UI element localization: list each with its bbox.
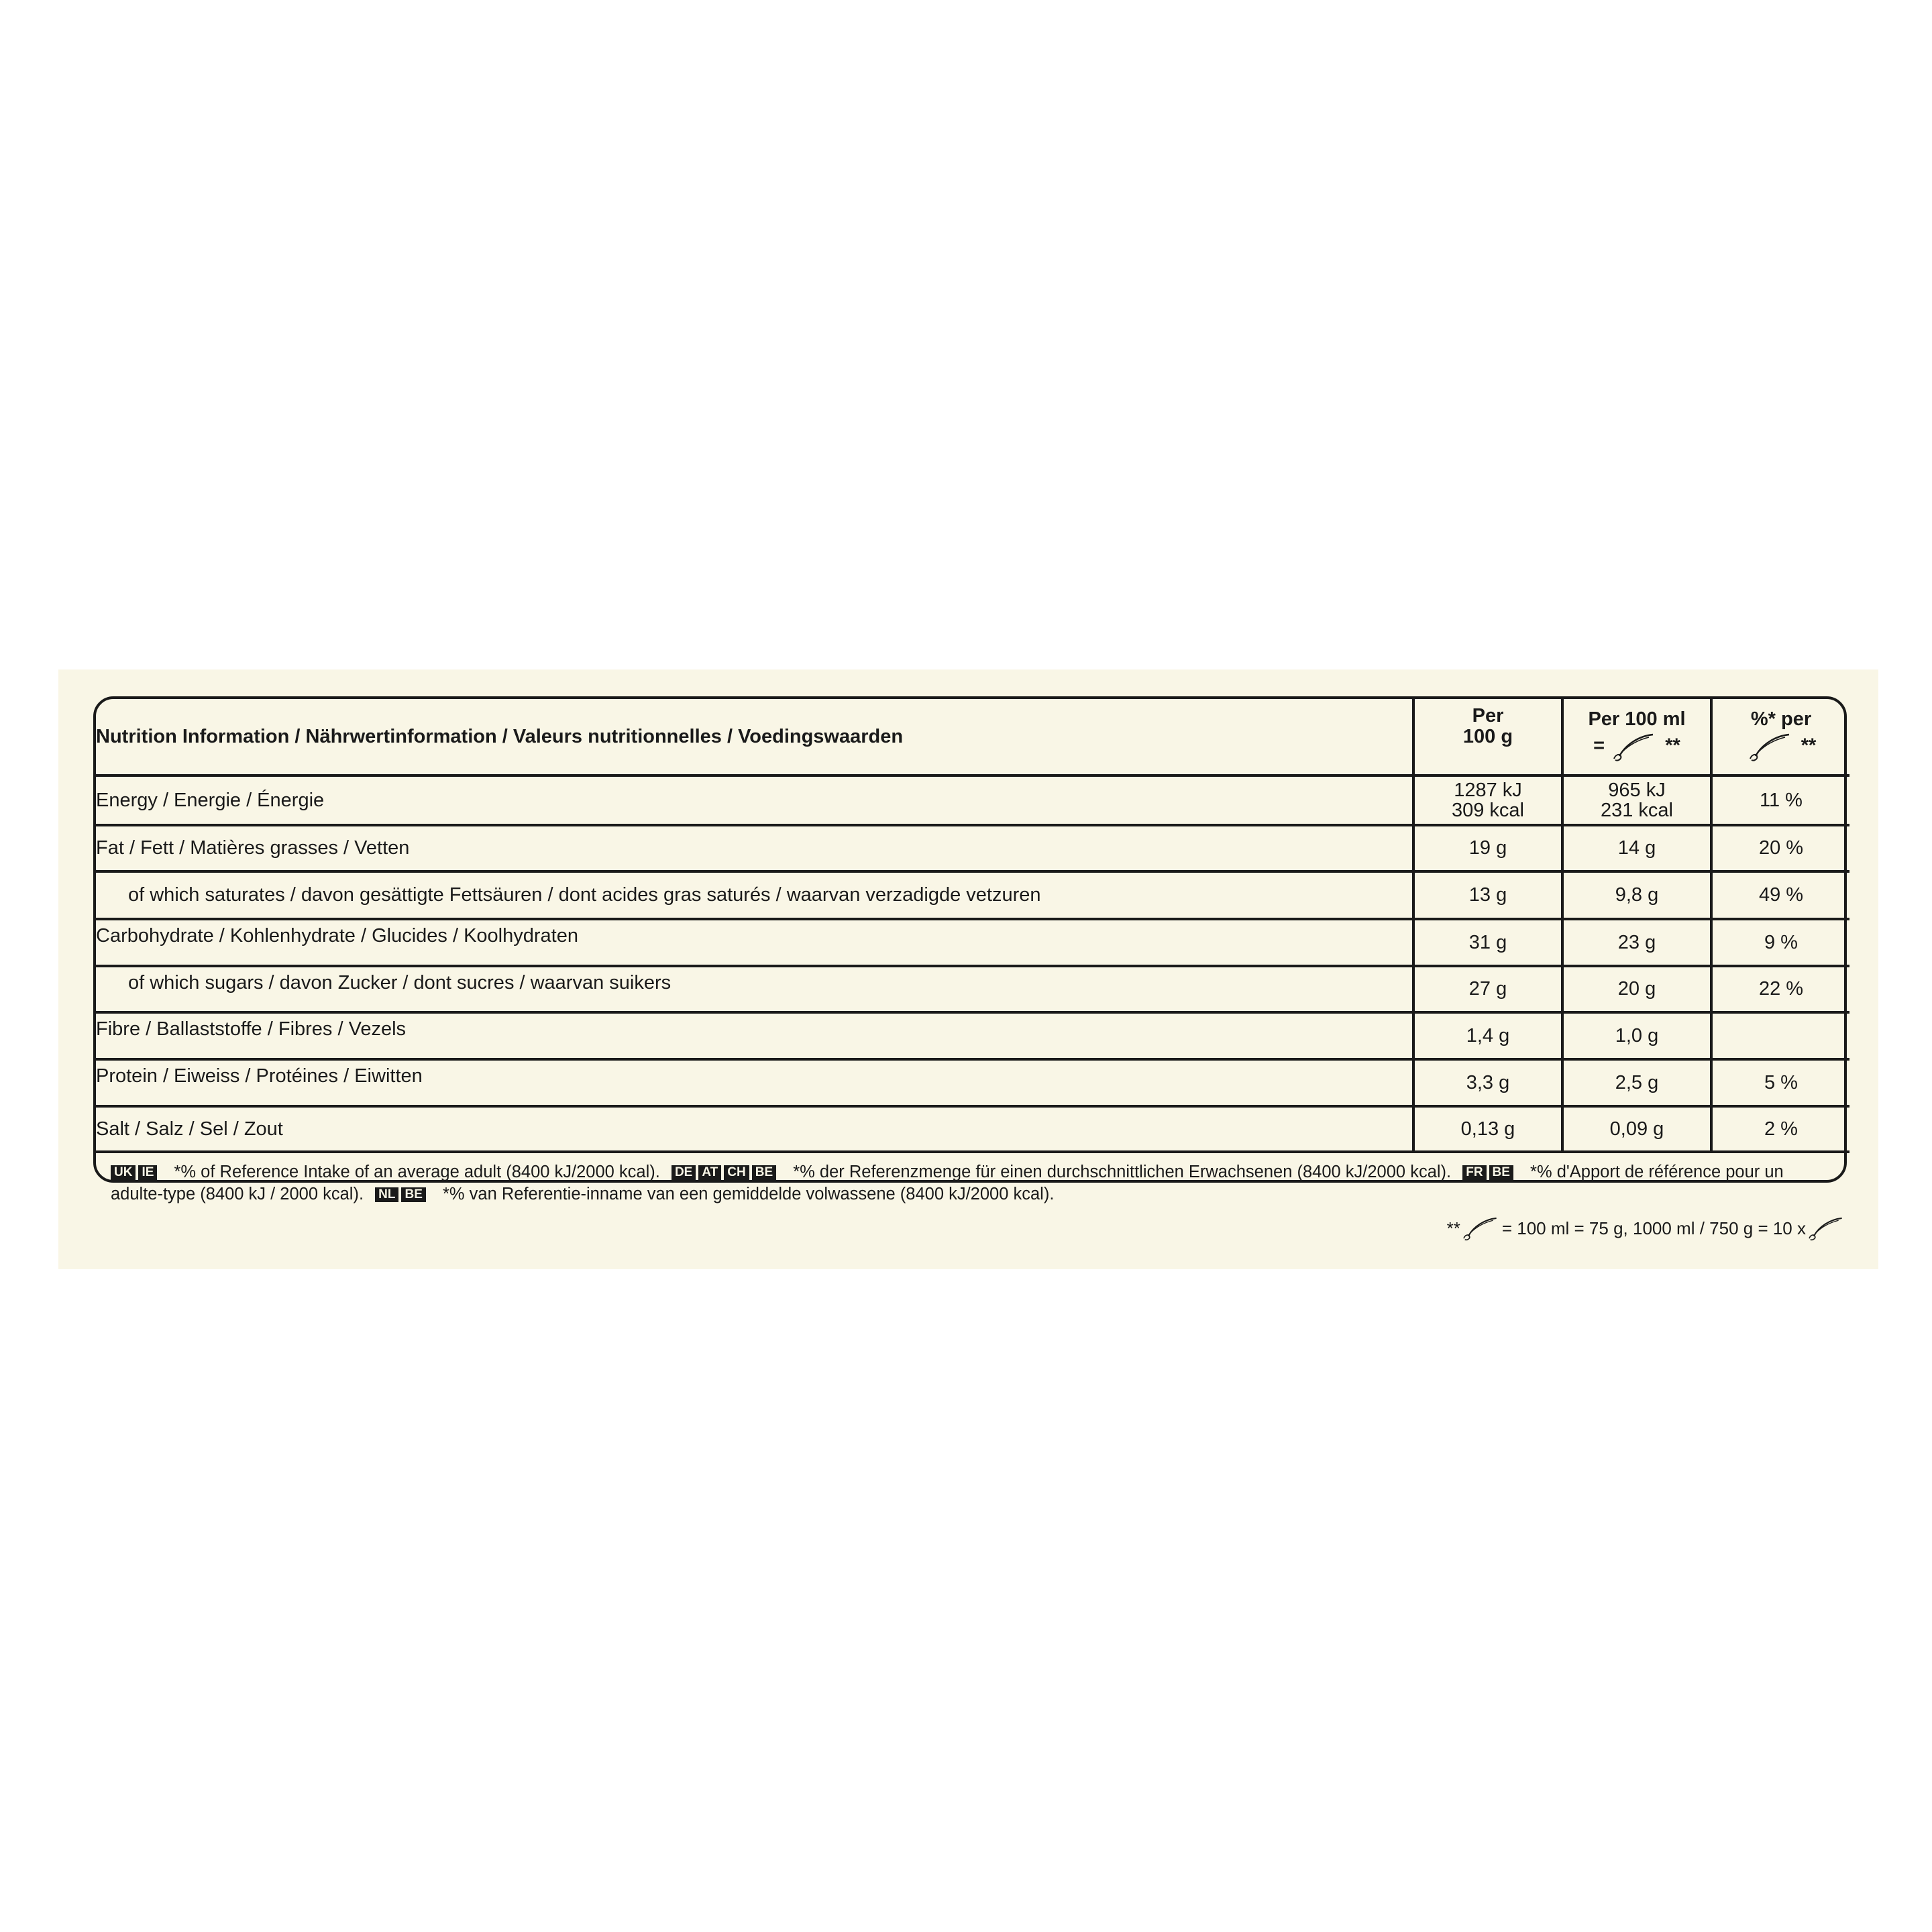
- cell-per-100ml: 9,8 g: [1562, 871, 1711, 919]
- cell-per-100g: 19 g: [1413, 825, 1562, 871]
- row-label: Energy / Energie / Énergie: [96, 775, 1413, 825]
- column-header-per-100ml-stars: **: [1665, 735, 1680, 757]
- energy-per-100ml-kcal: 231 kcal: [1600, 800, 1673, 821]
- cell-per-100ml: 1,0 g: [1562, 1012, 1711, 1059]
- row-label: Carbohydrate / Kohlenhydrate / Glucides / Koolhydraten: [96, 919, 1413, 966]
- row-label: Salt / Salz / Sel / Zout: [96, 1106, 1413, 1152]
- table-row-fat: [96, 825, 1849, 871]
- cell-per-100ml: 23 g: [1562, 919, 1711, 966]
- table-row-sugars: [96, 966, 1849, 1012]
- nutrition-panel: [58, 669, 1878, 1269]
- ice-cream-scoop-icon: [1806, 1210, 1847, 1247]
- cell-percent: 11 %: [1711, 775, 1849, 825]
- footnote-text-nl: *% van Referentie-inname van een gemiddelde volwassene (8400 kJ/2000 kcal).: [442, 1185, 1055, 1203]
- column-header-per-100ml-equals: =: [1593, 735, 1605, 757]
- row-label: of which sugars / davon Zucker / dont sucres / waarvan suikers: [96, 966, 1413, 1012]
- row-label: of which saturates / davon gesättigte Fettsäuren / dont acides gras saturés / waarvan verzadigde vetzuren: [96, 871, 1413, 919]
- country-badges-de-at-ch-be: [672, 1163, 784, 1181]
- country-badge: FR: [1462, 1165, 1486, 1180]
- cell-per-100g: 3,3 g: [1413, 1059, 1562, 1106]
- cell-percent: 9 %: [1711, 919, 1849, 966]
- energy-per-100g-kcal: 309 kcal: [1451, 800, 1524, 821]
- nutrition-table-frame: [93, 696, 1847, 1203]
- ice-cream-scoop-icon: [1460, 1210, 1502, 1247]
- country-badge: BE: [752, 1165, 776, 1180]
- portion-note-text: = 100 ml = 75 g, 1000 ml / 750 g = 10 x: [1501, 1218, 1806, 1238]
- cell-per-100ml: 20 g: [1562, 966, 1711, 1012]
- country-badge: NL: [375, 1187, 398, 1202]
- cell-per-100ml: 2,5 g: [1562, 1059, 1711, 1106]
- column-header-percent-line1: %* per: [1750, 708, 1812, 730]
- row-label: Protein / Eiweiss / Protéines / Eiwitten: [96, 1059, 1413, 1106]
- column-header-per-100g-line2: 100 g: [1462, 725, 1513, 747]
- cell-per-100ml: 0,09 g: [1562, 1106, 1711, 1152]
- ice-cream-scoop-icon: [1746, 729, 1796, 764]
- table-row-fibre: [96, 1012, 1849, 1059]
- country-badge: BE: [401, 1187, 425, 1202]
- cell-percent: 5 %: [1711, 1059, 1849, 1106]
- cell-percent: 20 %: [1711, 825, 1849, 871]
- country-badge: IE: [138, 1165, 157, 1180]
- table-title: Nutrition Information / Nährwertinformation / Valeurs nutritionnelles / Voedingswaarden: [96, 699, 1413, 775]
- country-badge: UK: [111, 1165, 136, 1180]
- row-label: Fibre / Ballaststoffe / Fibres / Vezels: [96, 1012, 1413, 1059]
- energy-per-100g-kj: 1287 kJ: [1454, 779, 1522, 801]
- column-header-per-100g-line1: Per: [1472, 705, 1504, 727]
- country-badge: DE: [672, 1165, 696, 1180]
- country-badge: BE: [1489, 1165, 1513, 1180]
- cell-per-100g: 31 g: [1413, 919, 1562, 966]
- country-badges-fr-be: [1462, 1163, 1521, 1181]
- table-row-salt: [96, 1106, 1849, 1152]
- country-badges-nl-be: [375, 1185, 433, 1203]
- cell-percent: [1711, 1012, 1849, 1059]
- reference-intake-footnote: [96, 1153, 1844, 1215]
- cell-per-100g: [1413, 775, 1562, 825]
- portion-definition-note: [1447, 1210, 1847, 1247]
- footnote-text-en: *% of Reference Intake of an average adult (8400 kJ/2000 kcal).: [174, 1163, 660, 1181]
- table-row-saturates: [96, 871, 1849, 919]
- cell-percent: 49 %: [1711, 871, 1849, 919]
- row-label: Fat / Fett / Matières grasses / Vetten: [96, 825, 1413, 871]
- country-badge: CH: [724, 1165, 749, 1180]
- column-header-percent-stars: **: [1801, 735, 1817, 757]
- energy-per-100ml-kj: 965 kJ: [1608, 779, 1666, 801]
- cell-per-100g: 27 g: [1413, 966, 1562, 1012]
- table-row-energy: [96, 775, 1849, 825]
- country-badge: AT: [698, 1165, 721, 1180]
- footnote-text-fr: *% d'Apport de référence pour un adulte-type (8400 kJ / 2000 kcal).: [111, 1163, 1784, 1203]
- cell-per-100ml: [1562, 775, 1711, 825]
- nutrition-table: [96, 699, 1849, 1153]
- column-header-percent-per-portion: [1711, 699, 1849, 775]
- column-header-per-100ml-line1: Per 100 ml: [1588, 708, 1686, 730]
- portion-note-stars: **: [1446, 1218, 1460, 1238]
- column-header-per-100ml: [1562, 699, 1711, 775]
- table-header-row: [96, 699, 1849, 775]
- ice-cream-scoop-icon: [1610, 729, 1660, 764]
- cell-per-100g: 13 g: [1413, 871, 1562, 919]
- cell-per-100g: 1,4 g: [1413, 1012, 1562, 1059]
- table-row-carbohydrate: [96, 919, 1849, 966]
- table-row-protein: [96, 1059, 1849, 1106]
- cell-percent: 2 %: [1711, 1106, 1849, 1152]
- cell-percent: 22 %: [1711, 966, 1849, 1012]
- cell-per-100g: 0,13 g: [1413, 1106, 1562, 1152]
- country-badges-uk-ie: [111, 1163, 165, 1181]
- column-header-per-100g: [1413, 699, 1562, 775]
- footnote-text-de: *% der Referenzmenge für einen durchschnittlichen Erwachsenen (8400 kJ/2000 kcal).: [793, 1163, 1452, 1181]
- cell-per-100ml: 14 g: [1562, 825, 1711, 871]
